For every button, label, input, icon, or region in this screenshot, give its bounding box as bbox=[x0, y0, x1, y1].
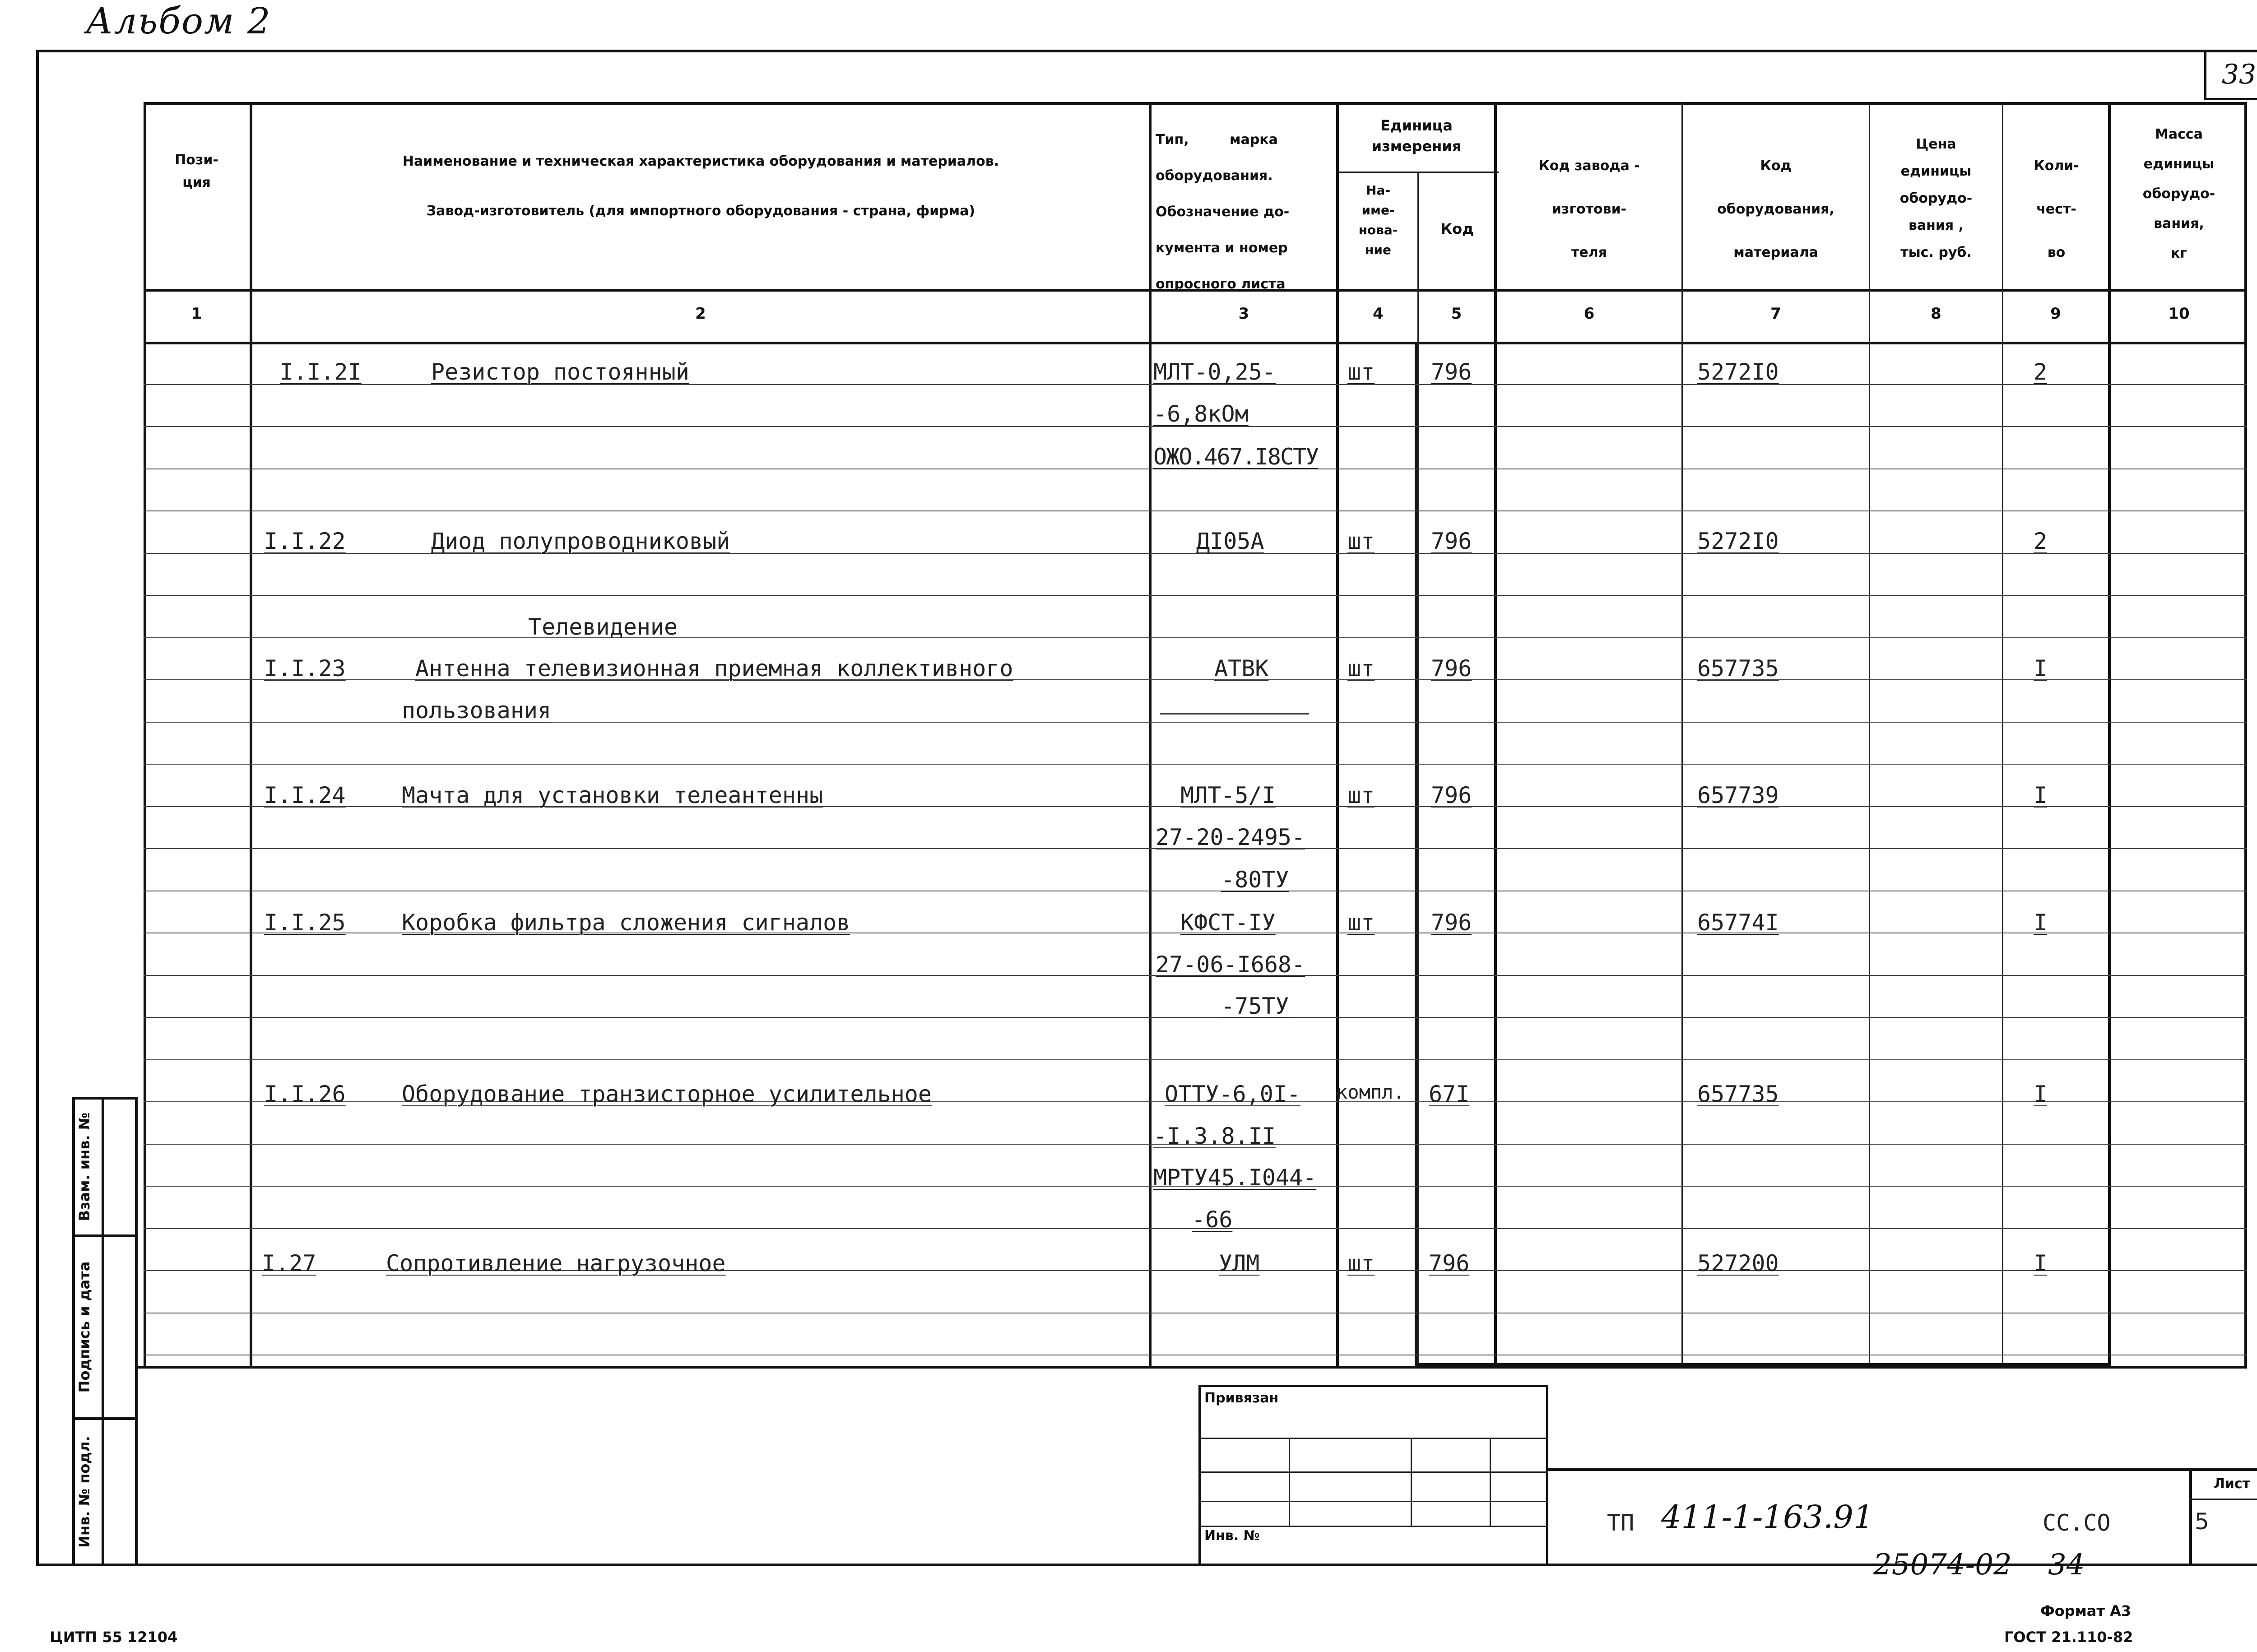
row-unit-code: 796 bbox=[1431, 782, 1472, 808]
table-bottom-line bbox=[135, 1366, 2247, 1369]
thick-col5-left bbox=[1415, 342, 1417, 1366]
row-position: I.27 bbox=[262, 1250, 316, 1276]
corner-sheet-number: 33 bbox=[2221, 59, 2257, 90]
row-type: МЛТ-5/I bbox=[1180, 782, 1276, 808]
header-type-line: Тип, марка bbox=[1156, 132, 1278, 148]
row-type: ОЖО.467.I8СТУ bbox=[1153, 444, 1319, 470]
colnum-4: 4 bbox=[1373, 305, 1384, 323]
row-type: -80ТУ bbox=[1221, 867, 1289, 893]
row-unit-code: 796 bbox=[1431, 910, 1472, 936]
header-factory-code: Код завода - изготови- теля bbox=[1538, 158, 1640, 260]
row-position: I.I.26 bbox=[264, 1081, 346, 1107]
sheet-label: Лист bbox=[2213, 1476, 2251, 1492]
row-unit: компл. bbox=[1336, 1081, 1405, 1103]
section-code: СС.СО bbox=[2043, 1510, 2111, 1536]
row-name: Оборудование транзисторное усилительное bbox=[402, 1081, 932, 1107]
privyazan-line-1 bbox=[1198, 1438, 1548, 1439]
privyazan-col-3 bbox=[1490, 1438, 1491, 1526]
row-equipment-code: 657735 bbox=[1697, 1081, 1779, 1107]
row-position: I.I.23 bbox=[264, 655, 346, 682]
col-line-9 bbox=[2108, 102, 2111, 1366]
header-position: Пози- ция bbox=[175, 152, 218, 190]
handwritten-mark bbox=[1160, 686, 1309, 715]
row-type: ДI05А bbox=[1196, 528, 1264, 554]
header-type-line: опросного листа bbox=[1156, 276, 1286, 292]
header-unit-code: Код bbox=[1440, 220, 1474, 237]
col-line-6 bbox=[1681, 102, 1683, 1366]
privyazan-line-2 bbox=[1198, 1471, 1548, 1473]
body-row-line bbox=[144, 637, 2247, 638]
row-position: I.I.2I bbox=[280, 359, 362, 385]
row-unit-code: 796 bbox=[1431, 528, 1472, 554]
col-line-5 bbox=[1494, 102, 1497, 1366]
header-type-line: кумента и номер bbox=[1156, 240, 1288, 256]
tsitp-label: ЦИТП 55 12104 bbox=[50, 1629, 178, 1646]
row-quantity: 2 bbox=[2034, 359, 2048, 385]
row-quantity: I bbox=[2034, 1081, 2048, 1107]
row-type: ОТТУ-6,0I- bbox=[1165, 1081, 1301, 1107]
privyazan-col-2 bbox=[1411, 1438, 1412, 1526]
col-line-3 bbox=[1336, 102, 1339, 1366]
row-type: МРТУ45.I044- bbox=[1153, 1165, 1317, 1191]
row-name: Коробка фильтра сложения сигналов bbox=[402, 910, 850, 936]
privyazan-line-3 bbox=[1198, 1501, 1548, 1502]
header-type-line: Обозначение до- bbox=[1156, 204, 1290, 220]
colnum-9: 9 bbox=[2050, 305, 2061, 323]
row-type: УЛМ bbox=[1219, 1250, 1260, 1276]
colnum-7: 7 bbox=[1770, 305, 1781, 323]
row-unit: шт bbox=[1347, 910, 1375, 936]
sheet-box-divider bbox=[2189, 1499, 2257, 1500]
colnum-3: 3 bbox=[1238, 305, 1249, 323]
colnum-2: 2 bbox=[695, 305, 706, 323]
header-type-block bbox=[1156, 122, 1336, 302]
side-stamp-sep-1 bbox=[72, 1234, 138, 1237]
header-type-line: оборудования. bbox=[1156, 168, 1273, 184]
body-row-line bbox=[144, 764, 2247, 765]
row-unit-code: 796 bbox=[1429, 1250, 1470, 1276]
row-position: I.I.24 bbox=[264, 782, 346, 808]
colnum-5: 5 bbox=[1451, 305, 1462, 323]
row-equipment-code: 5272I0 bbox=[1697, 359, 1779, 385]
row-type: АТВК bbox=[1214, 655, 1269, 682]
row-equipment-code: 65774I bbox=[1697, 910, 1779, 936]
row-unit-code: 67I bbox=[1429, 1081, 1470, 1107]
handwritten-reg-number: 25074-02 34 bbox=[1873, 1548, 2085, 1582]
row-position: I.I.22 bbox=[264, 528, 346, 554]
row-quantity: I bbox=[2034, 655, 2048, 682]
side-label-inv: Инв. № подл. bbox=[76, 1436, 93, 1548]
row-equipment-code: 527200 bbox=[1697, 1250, 1779, 1276]
privyazan-col-1 bbox=[1289, 1438, 1290, 1526]
inv-no-label: Инв. № bbox=[1204, 1528, 1260, 1544]
row-name: Сопротивление нагрузочное bbox=[386, 1250, 726, 1276]
row-equipment-code: 5272I0 bbox=[1697, 528, 1779, 554]
row-name: Резистор постоянный bbox=[431, 359, 689, 385]
row-unit: шт bbox=[1347, 655, 1375, 682]
row-equipment-code: 657739 bbox=[1697, 782, 1779, 808]
header-unit-group: Единица измерения bbox=[1371, 117, 1462, 155]
side-label-vzam: Взам. инв. № bbox=[76, 1112, 93, 1221]
header-name-line2: Завод-изготовитель (для импортного оборудования - страна, фирма) bbox=[426, 203, 975, 219]
colnum-10: 10 bbox=[2168, 305, 2190, 323]
body-row-line bbox=[144, 510, 2247, 511]
sheet-box-left bbox=[2189, 1468, 2192, 1566]
row-unit: шт bbox=[1347, 782, 1375, 808]
row-quantity: 2 bbox=[2034, 528, 2048, 554]
side-stamp-divider bbox=[102, 1097, 104, 1566]
row-type: КФСТ-IУ bbox=[1180, 910, 1276, 936]
row-type: 27-20-2495- bbox=[1156, 824, 1305, 850]
row-name: Антенна телевизионная приемная коллективного bbox=[415, 655, 1013, 682]
row-name: Диод полупроводниковый bbox=[431, 528, 730, 554]
row-unit: шт bbox=[1347, 359, 1375, 385]
header-mass: Масса единицы оборудо- вания, кг bbox=[2142, 126, 2215, 261]
header-unit-name: На- име- нова- ние bbox=[1358, 183, 1398, 257]
body-row-line bbox=[144, 1017, 2247, 1018]
row-unit: шт bbox=[1347, 1250, 1375, 1276]
header-equipment-code: Код оборудования, материала bbox=[1717, 158, 1834, 260]
privyazan-label: Привязан bbox=[1204, 1390, 1279, 1406]
header-price: Цена единицы оборудо- вания , тыс. руб. bbox=[1899, 136, 1973, 260]
row-type: -75ТУ bbox=[1221, 993, 1289, 1019]
sheet-value: 5 bbox=[2195, 1508, 2209, 1535]
titleblock-top-line bbox=[1548, 1468, 2257, 1471]
colnum-6: 6 bbox=[1584, 305, 1595, 323]
row-unit-code: 796 bbox=[1431, 655, 1472, 682]
col-line-8 bbox=[2002, 102, 2003, 1366]
colnum-8: 8 bbox=[1931, 305, 1941, 323]
row-position: I.I.25 bbox=[264, 910, 346, 936]
colnum-bottom-line bbox=[144, 342, 2247, 344]
row-name-continued: пользования bbox=[402, 697, 552, 724]
col-line-2 bbox=[1149, 102, 1152, 1366]
col-line-1 bbox=[250, 102, 252, 1366]
doc-code-prefix: ТП bbox=[1607, 1510, 1635, 1536]
side-label-podpis: Подпись и дата bbox=[76, 1261, 93, 1393]
format-label: Формат А3 bbox=[2040, 1602, 2132, 1620]
privyazan-line-4 bbox=[1198, 1526, 1548, 1527]
row-quantity: I bbox=[2034, 1250, 2048, 1276]
row-quantity: I bbox=[2034, 782, 2048, 808]
col-line-4 bbox=[1417, 172, 1419, 1366]
colnum-1: 1 bbox=[191, 305, 202, 323]
row-type: -66 bbox=[1192, 1207, 1233, 1233]
gost-label: ГОСТ 21.110-82 bbox=[2004, 1629, 2133, 1646]
row-type: МЛТ-0,25- bbox=[1153, 359, 1276, 385]
row-type: 27-06-I668- bbox=[1156, 951, 1305, 978]
row-unit-code: 796 bbox=[1431, 359, 1472, 385]
header-quantity: Коли- чест- во bbox=[2034, 158, 2079, 260]
row-equipment-code: 657735 bbox=[1697, 655, 1779, 682]
row-type: -6,8кОм bbox=[1153, 401, 1249, 427]
row-unit: шт bbox=[1347, 528, 1375, 554]
row-type: -I.3.8.II bbox=[1153, 1123, 1276, 1149]
doc-code-handwritten: 411-1-163.91 bbox=[1661, 1499, 1874, 1536]
body-row-line bbox=[144, 595, 2247, 596]
col-line-7 bbox=[1869, 102, 1870, 1366]
row-quantity: I bbox=[2034, 910, 2048, 936]
album-title: Альбом 2 bbox=[86, 0, 271, 42]
header-name-line1: Наименование и техническая характеристика оборудования и материалов. bbox=[402, 153, 999, 169]
section-heading: Телевидение bbox=[528, 614, 678, 640]
body-row-line bbox=[144, 1059, 2247, 1060]
row-name: Мачта для установки телеантенны bbox=[402, 782, 823, 808]
